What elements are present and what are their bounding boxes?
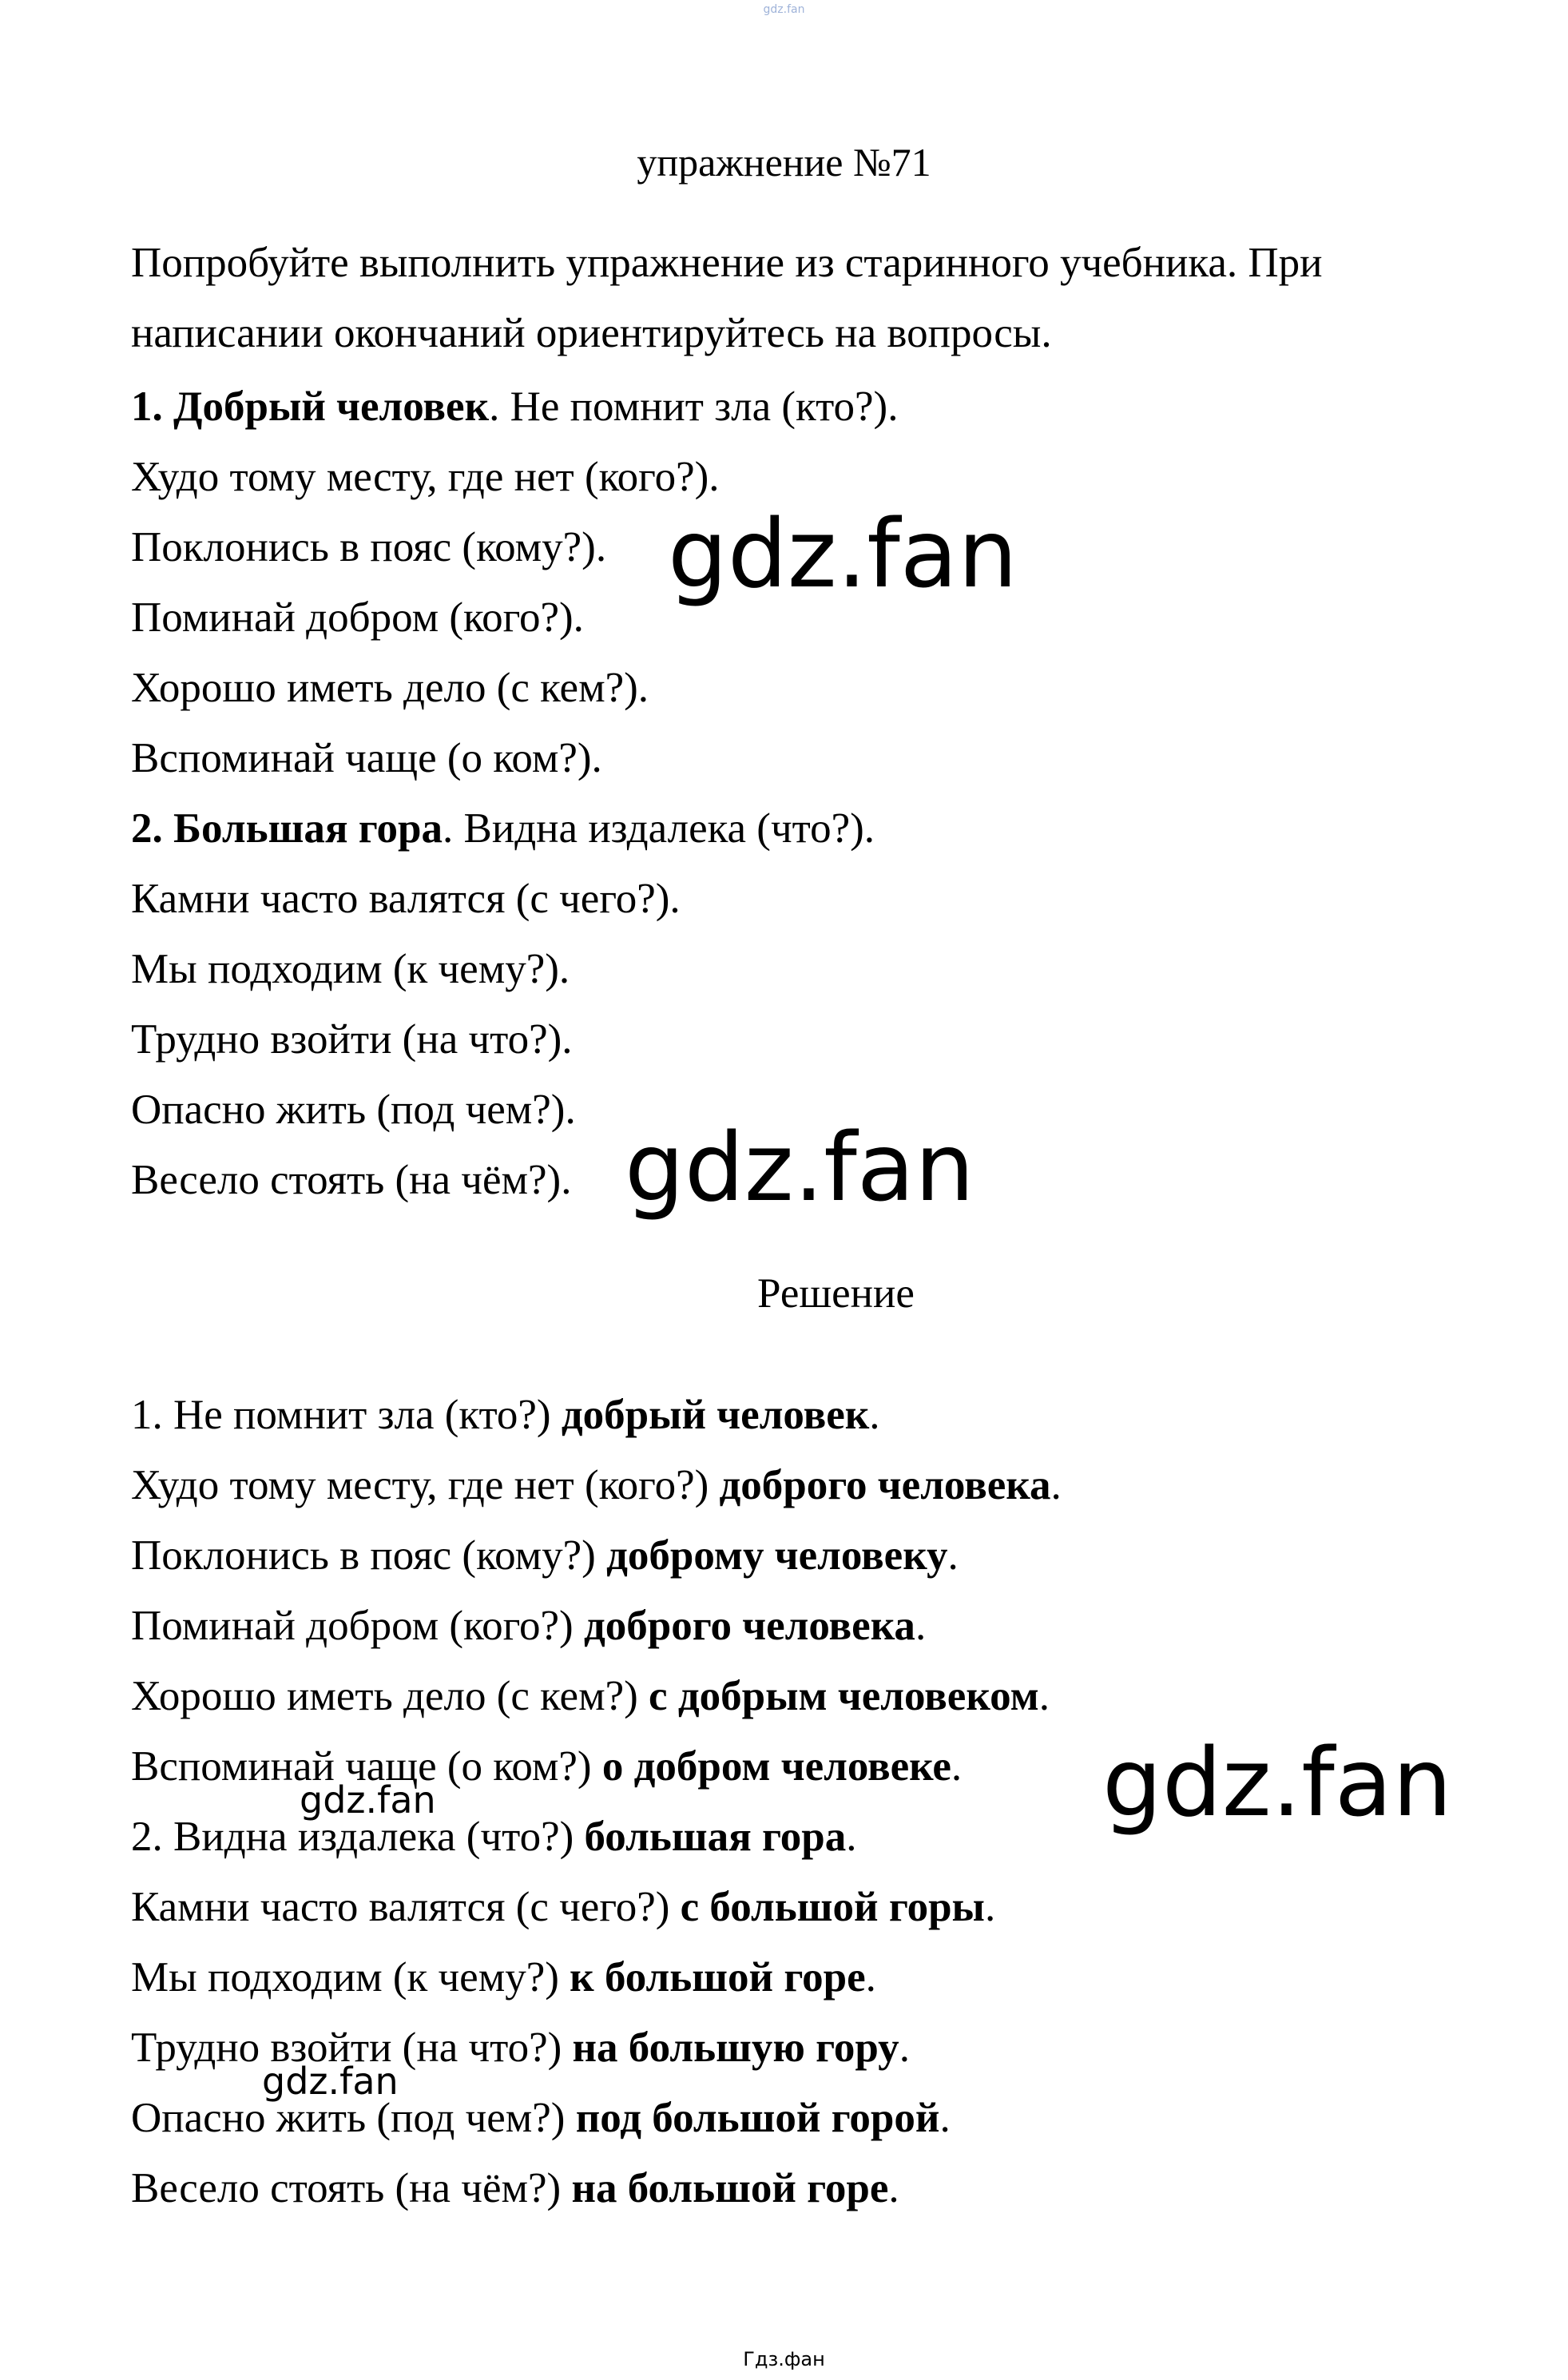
solution-plain: Мы подходим (к чему?): [131, 1954, 570, 2001]
task-part1-first-rest: . Не помнит зла (кто?).: [489, 383, 899, 430]
task-line: Опасно жить (под чем?).: [131, 1087, 576, 1133]
task-part2-heading: Большая гора: [173, 805, 443, 852]
site-mark: gdz.fan: [763, 3, 805, 16]
task-part2-number: 2.: [131, 805, 163, 852]
solution-end: .: [899, 2024, 910, 2071]
solution-answer: доброго человека: [719, 1462, 1051, 1508]
task-part1-heading: Добрый человек: [173, 383, 490, 430]
solution-plain: Камни часто валятся (с чего?): [131, 1884, 681, 1930]
solution-line: [131, 1809, 857, 1865]
watermark: gdz.fan: [262, 2060, 399, 2103]
solution-plain: Вспоминай чаще (о ком?): [131, 1743, 602, 1790]
solution-answer: на большую гору: [572, 2024, 899, 2071]
solution-answer: доброго человека: [583, 1603, 915, 1649]
solution-end: .: [951, 1743, 963, 1790]
solution-line: [131, 1598, 926, 1654]
solution-end: .: [846, 1814, 857, 1860]
task-part2-first-rest: . Видна издалека (что?).: [443, 805, 875, 852]
solution-answer: с добрым человеком: [649, 1673, 1039, 1719]
solution-end: .: [947, 1532, 959, 1579]
task-intro: Попробуйте выполнить упражнение из старинного учебника. При написании окончаний ориентируйтесь на вопросы.: [131, 240, 1323, 356]
solution-line: [131, 1738, 962, 1794]
solution-line: [131, 1668, 1050, 1724]
solution-answer: добрый человек: [561, 1392, 870, 1438]
solution-plain: Поминай добром (кого?): [131, 1603, 584, 1649]
solution-end: .: [984, 1884, 996, 1930]
solution-end: .: [869, 1392, 880, 1438]
solution-answer: к большой горе: [570, 1954, 866, 2001]
solution-plain: Хорошо иметь дело (с кем?): [131, 1673, 649, 1719]
task-line: Трудно взойти (на что?).: [131, 1016, 573, 1063]
task-line: Камни часто валятся (с чего?).: [131, 876, 681, 922]
solution-line: [131, 2160, 899, 2216]
solution-line: [131, 1528, 959, 1583]
solution-line: [131, 1387, 880, 1443]
task-part1-number: 1.: [131, 383, 163, 430]
task-line: Весело стоять (на чём?).: [131, 1157, 572, 1203]
solution-title: Решение: [757, 1270, 915, 1317]
solution-answer: о добром человеке: [601, 1743, 951, 1790]
task-line: Поклонись в пояс (кому?).: [131, 524, 607, 570]
task-line: Вспоминай чаще (о ком?).: [131, 735, 602, 781]
solution-end: .: [1038, 1673, 1050, 1719]
watermark: gdz.fan: [1102, 1727, 1452, 1838]
watermark: gdz.fan: [625, 1112, 975, 1222]
solution-plain: Опасно жить (под чем?): [131, 2095, 576, 2141]
solution-plain: 2. Видна издалека (что?): [131, 1814, 585, 1860]
solution-end: .: [939, 2095, 951, 2141]
solution-plain: Весело стоять (на чём?): [131, 2165, 572, 2211]
solution-plain: Трудно взойти (на что?): [131, 2024, 573, 2071]
page-footer: Гдз.фан: [743, 2348, 825, 2370]
solution-end: .: [865, 1954, 876, 2001]
solution-line: [131, 2090, 951, 2146]
task-line: Мы подходим (к чему?).: [131, 946, 570, 992]
solution-line: [131, 1949, 876, 2005]
solution-answer: доброму человеку: [606, 1532, 948, 1579]
solution-line: [131, 1457, 1062, 1513]
solution-plain: Поклонись в пояс (кому?): [131, 1532, 607, 1579]
solution-plain: Худо тому месту, где нет (кого?): [131, 1462, 720, 1508]
watermark: gdz.fan: [300, 1778, 436, 1822]
solution-line: [131, 2020, 910, 2076]
solution-answer: под большой горой: [575, 2095, 940, 2141]
solution-answer: большая гора: [584, 1814, 847, 1860]
task-line: Худо тому месту, где нет (кого?).: [131, 454, 720, 500]
solution-end: .: [915, 1603, 927, 1649]
solution-end: .: [1050, 1462, 1062, 1508]
task-part1-heading-line: [131, 379, 898, 435]
solution-answer: с большой горы: [680, 1884, 985, 1930]
task-line: Хорошо иметь дело (с кем?).: [131, 665, 649, 711]
solution-end: .: [888, 2165, 899, 2211]
solution-line: [131, 1879, 995, 1935]
task-line: Поминай добром (кого?).: [131, 594, 584, 641]
watermark: gdz.fan: [668, 499, 1018, 609]
task-part2-heading-line: [131, 801, 875, 856]
solution-plain: 1. Не помнит зла (кто?): [131, 1392, 562, 1438]
solution-answer: на большой горе: [571, 2165, 889, 2211]
exercise-title: упражнение №71: [637, 140, 931, 185]
